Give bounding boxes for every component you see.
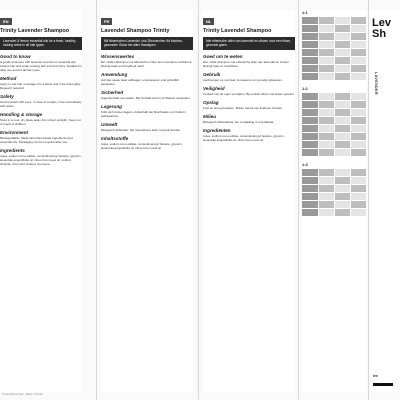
section — [203, 128, 295, 142]
section-text: Een milde shampoo met etherische oliën van lavendel en citroen. Reinigt haar en hoofdhuid. — [203, 59, 290, 68]
column-english — [0, 10, 82, 392]
fold-line — [96, 0, 97, 400]
table-cell — [335, 177, 350, 184]
section-heading: Good to know — [0, 53, 31, 59]
table-cell — [319, 177, 334, 184]
table-cell — [319, 185, 334, 192]
footer-note: Trinity Natural Care · Made in the EU — [2, 393, 44, 396]
table-cell — [335, 193, 350, 200]
section-heading: Umwelt — [101, 122, 118, 127]
table-cell — [319, 117, 334, 124]
table-cell — [335, 17, 350, 24]
brand-subtitle: LAVENDER — [374, 72, 378, 95]
table-cell — [319, 57, 334, 64]
fold-line — [368, 0, 369, 400]
table-cell — [319, 41, 334, 48]
section — [0, 130, 82, 144]
section-text: Auf das nasse Haar auftragen, einmassieren und gründlich ausspülen. — [101, 77, 180, 86]
brand-strip — [370, 10, 400, 392]
section-text: Biologisch abbaubar. Die Verpackung kann recycelt werden. — [101, 128, 181, 132]
column-third-language — [203, 10, 295, 392]
table-cell — [335, 133, 350, 140]
section-text: Aqua, sodium coco-sulfate, cocamidopropyl betaine, glycerin, lavandula angustifolia oil, citrus limon peel oil, sodium chloride, citric acid, linalool, limonene. — [0, 154, 82, 167]
section-heading: Safety — [0, 93, 14, 99]
section — [203, 114, 295, 124]
section-text: Apply to wet hair, massage into a lather and rinse thoroughly. Repeat if required. — [0, 81, 81, 90]
table-cell — [319, 93, 334, 100]
table-cell — [319, 133, 334, 140]
table-cell — [319, 49, 334, 56]
table-cell — [302, 149, 318, 156]
section — [101, 104, 193, 118]
table-cell — [302, 17, 318, 24]
section-heading: Environment — [0, 130, 29, 136]
column-second-language — [101, 10, 193, 392]
table-cell — [319, 25, 334, 32]
table-cell — [319, 125, 334, 132]
table-cell — [351, 149, 366, 156]
language-tab: EN — [0, 18, 12, 25]
fold-line — [198, 0, 199, 400]
section — [203, 72, 295, 82]
table-cell — [319, 101, 334, 108]
section-heading: Ingrediënten — [203, 127, 231, 133]
section-text: Avoid contact with eyes. In case of contact, rinse immediately with water. — [0, 99, 82, 108]
table-cell — [335, 93, 350, 100]
section — [0, 94, 82, 108]
table-cell — [302, 117, 318, 124]
table-cell — [335, 209, 350, 216]
section — [203, 54, 295, 68]
section-text: Store in a cool, dry place away from direct sunlight. Keep out of reach of children. — [0, 118, 81, 127]
section-text: A gentle shampoo with lavender and lemon essential oils. Cleans hair and scalp, leaving hair soft and shiny. Suitable for daily use and for all hair types. — [0, 59, 82, 72]
table-cell — [302, 201, 318, 208]
table-cell — [335, 49, 350, 56]
table-cell — [351, 17, 366, 24]
section-text: Ein mildes Shampoo mit ätherischen Ölen aus Lavendel und Zitrone. Reinigt Haar und Kopfhaut sanft. — [101, 59, 193, 68]
intro-banner: Lavender & lemon essential oils for a fresh, healthy-looking shine in all hair types. — [0, 37, 82, 50]
section — [0, 76, 82, 90]
table-cell — [319, 141, 334, 148]
brand-footer: lev — [373, 374, 378, 378]
table-cell — [302, 177, 318, 184]
table-cell — [302, 209, 318, 216]
table-cell — [302, 109, 318, 116]
intro-banner: Mit ätherischen Lavendel- und Zitronenölen für frischen, gesunden Glanz bei allen Haartypen. — [101, 37, 193, 50]
section-heading: Method — [0, 75, 17, 81]
section — [101, 54, 193, 68]
table-cell — [335, 101, 350, 108]
fold-line — [298, 0, 299, 400]
table-cell — [319, 149, 334, 156]
dilution-table — [302, 93, 366, 156]
section-text: Kühl und trocken lagern. Außerhalb der Reichweite von Kindern aufbewahren. — [101, 109, 186, 118]
table-cell — [319, 209, 334, 216]
table-cell — [351, 101, 366, 108]
section-heading: Anwendung — [101, 71, 128, 77]
section-text: Koel en droog bewaren. Buiten bereik van kinderen houden. — [203, 105, 283, 110]
table-cell — [335, 25, 350, 32]
section-heading: Inhaltsstoffe — [101, 136, 129, 142]
intro-banner: Met etherische oliën van lavendel en citroen voor een frisse, gezonde glans. — [203, 37, 295, 50]
table-cell — [302, 133, 318, 140]
table-cell — [319, 169, 334, 176]
table-cell — [351, 33, 366, 40]
section — [101, 72, 193, 86]
table-cell — [319, 201, 334, 208]
table-cell — [335, 109, 350, 116]
section-text: Aqua, sodium coco-sulfate, cocamidopropyl betaine, glycerin, lavandula angustifolia oil, citrus limon peel oil. — [101, 142, 183, 151]
section — [101, 136, 193, 150]
table-cell — [335, 41, 350, 48]
section — [203, 100, 295, 110]
section — [101, 90, 193, 100]
language-tab: NL — [203, 18, 214, 25]
table-cell — [335, 169, 350, 176]
section-heading: Sicherheit — [101, 89, 124, 95]
table-cell — [319, 65, 334, 72]
column-title: Trinity Lavendel Shampoo — [203, 28, 272, 34]
section — [0, 112, 82, 126]
table-cell — [351, 169, 366, 176]
table-cell — [351, 65, 366, 72]
section-heading: Opslag — [203, 99, 219, 105]
table-cell — [335, 57, 350, 64]
table-cell — [335, 149, 350, 156]
table-cell — [351, 41, 366, 48]
table-cell — [302, 193, 318, 200]
table-cell — [319, 73, 334, 80]
section-text: Aqua, sodium coco-sulfate, cocamidopropyl betaine, glycerin, lavandula angustifolia oil, citrus limon peel oil. — [203, 133, 285, 142]
table-cell — [351, 125, 366, 132]
table-cell — [335, 201, 350, 208]
table-cell — [351, 109, 366, 116]
column-title: Trinity Lavender Shampoo — [0, 28, 70, 34]
table-cell — [302, 65, 318, 72]
section-text: Biologisch afbreekbaar. De verpakking is recyclebaar. — [203, 119, 275, 124]
table-cell — [335, 185, 350, 192]
table-cell — [319, 109, 334, 116]
table-caption: 1:3 — [302, 162, 308, 167]
table-cell — [335, 125, 350, 132]
table-cell — [351, 57, 366, 64]
table-cell — [335, 33, 350, 40]
dilution-table — [302, 169, 366, 216]
table-cell — [319, 33, 334, 40]
table-caption: 1:1 — [302, 10, 308, 15]
table-cell — [302, 141, 318, 148]
table-cell — [335, 65, 350, 72]
section-heading: Goed om te weten — [203, 53, 243, 59]
section-heading: Gebruik — [203, 71, 221, 77]
section-heading: Veiligheid — [203, 85, 225, 91]
table-cell — [351, 141, 366, 148]
table-cell — [302, 25, 318, 32]
section-text: Augenkontakt vermeiden. Bei Kontakt sofort mit Wasser ausspülen. — [101, 95, 191, 100]
table-caption: 1:2 — [302, 86, 308, 91]
table-cell — [302, 49, 318, 56]
table-cell — [351, 193, 366, 200]
section-text: Aanbrengen op nat haar, inmasseren en grondig uitspoelen. — [203, 77, 283, 82]
table-cell — [302, 33, 318, 40]
section — [0, 54, 82, 72]
language-tab: FR — [101, 18, 112, 25]
section-text: Biodegradable. Made with plant-based ingredients and essential oils. Packaging can be recycled after use. — [0, 136, 73, 145]
section — [101, 122, 193, 132]
table-cell — [351, 93, 366, 100]
table-cell — [302, 41, 318, 48]
section-heading: Milieu — [203, 113, 217, 119]
table-cell — [351, 209, 366, 216]
table-cell — [351, 201, 366, 208]
column-dilution-tables — [302, 10, 366, 392]
table-cell — [335, 117, 350, 124]
section-heading: Handling & storage — [0, 112, 43, 117]
table-cell — [351, 177, 366, 184]
table-cell — [302, 93, 318, 100]
table-cell — [335, 73, 350, 80]
section-heading: Lagerung — [101, 103, 122, 109]
table-cell — [351, 133, 366, 140]
section — [0, 148, 82, 166]
dilution-table — [302, 17, 366, 80]
table-cell — [335, 141, 350, 148]
table-cell — [302, 57, 318, 64]
table-cell — [302, 73, 318, 80]
section — [203, 86, 295, 96]
column-title: Lavendel Shampoo Trinity — [101, 28, 170, 34]
table-cell — [302, 101, 318, 108]
section-heading: Wissenswertes — [101, 53, 135, 59]
brand-bar — [373, 383, 393, 386]
table-cell — [351, 25, 366, 32]
brand-logo: Lev Sh — [372, 17, 391, 40]
table-cell — [351, 117, 366, 124]
table-cell — [351, 185, 366, 192]
table-cell — [351, 73, 366, 80]
table-cell — [302, 169, 318, 176]
section-text: Contact met de ogen vermijden. Bij contact direct met water spoelen. — [203, 91, 295, 96]
table-cell — [319, 193, 334, 200]
section-heading: Ingredients — [0, 148, 25, 154]
table-cell — [351, 49, 366, 56]
table-cell — [302, 125, 318, 132]
table-cell — [319, 17, 334, 24]
table-cell — [302, 185, 318, 192]
